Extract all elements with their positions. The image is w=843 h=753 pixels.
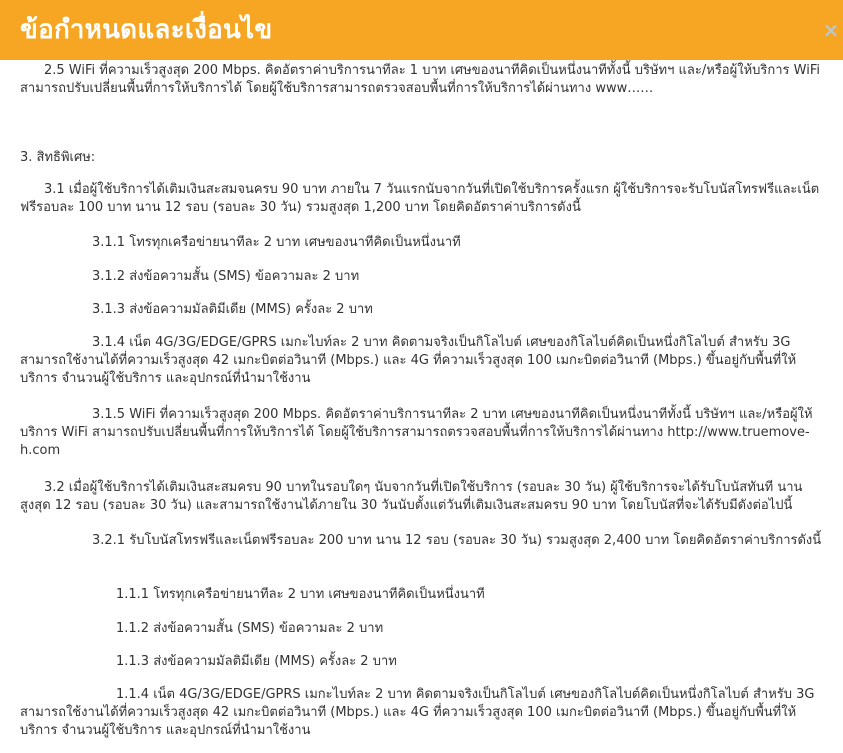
clause-3-1-2: 3.1.2 ส่งข้อความสั้น (SMS) ข้อความละ 2 บาท bbox=[92, 269, 360, 284]
close-icon[interactable]: × bbox=[822, 18, 840, 42]
clause-3-1-3: 3.1.3 ส่งข้อความมัลติมีเดีย (MMS) ครั้งละ 2 บาท bbox=[92, 302, 373, 317]
clause-1-1-2: 1.1.2 ส่งข้อความสั้น (SMS) ข้อความละ 2 บาท bbox=[116, 621, 384, 636]
clause-3-1-1: 3.1.1 โทรทุกเครือข่ายนาทีละ 2 บาท เศษของนาทีคิดเป็นหนึ่งนาที bbox=[92, 235, 461, 250]
modal-body[interactable] bbox=[0, 60, 843, 753]
clause-3-2-1: 3.2.1 รับโบนัสโทรฟรีและเน็ตฟรีรอบละ 200 บาท นาน 12 รอบ (รอบละ 30 วัน) รวมสูงสุด 2,400 บาท โดยคิดอัตราค่าบริการดังนี้ bbox=[92, 533, 822, 548]
modal-header bbox=[0, 0, 843, 60]
clause-3-1-5: 3.1.5 WiFi ที่ความเร็วสูงสุด 200 Mbps. คิดอัตราค่าบริการนาทีละ 2 บาท เศษของนาทีคิดเป็นหนึ่งนาทีทั้งนี้ บริษัทฯ และ/หรือผู้ให้บริการ WiFi สามารถปรับเปลี่ยนพื้นที่การให้บริการได้ โดยผู้ใช้บริการสามารถตรวจสอบพื้นที่การให้บริการได้ผ่านทาง http://www.truemove-h.com bbox=[20, 407, 813, 458]
modal-title: ข้อกำหนดและเงื่อนไข bbox=[20, 15, 273, 45]
clause-1-1-3: 1.1.3 ส่งข้อความมัลติมีเดีย (MMS) ครั้งละ 2 บาท bbox=[116, 654, 397, 669]
clause-1-1-1: 1.1.1 โทรทุกเครือข่ายนาทีละ 2 บาท เศษของนาทีคิดเป็นหนึ่งนาที bbox=[116, 587, 485, 602]
clause-3-2: 3.2 เมื่อผู้ใช้บริการได้เติมเงินสะสมครบ 90 บาทในรอบใดๆ นับจากวันที่เปิดใช้บริการ (รอบละ 30 วัน) ผู้ใช้บริการจะได้รับโบนัสทันที นานสูงสุด 12 รอบ (รอบละ 30 วัน) และสามารถใช้งานได้ภายใน 30 วันนับตั้งแต่วันที่เติมเงินสะสมครบ 90 บาท โดยโบนัสที่จะได้รับมีดังต่อไปนี้ bbox=[20, 480, 803, 513]
section-3-heading: 3. สิทธิพิเศษ: bbox=[20, 150, 96, 165]
clause-2-5: 2.5 WiFi ที่ความเร็วสูงสุด 200 Mbps. คิดอัตราค่าบริการนาทีละ 1 บาท เศษของนาทีคิดเป็นหนึ่งนาทีทั้งนี้ บริษัทฯ และ/หรือผู้ให้บริการ WiFi สามารถปรับเปลี่ยนพื้นที่การให้บริการได้ โดยผู้ใช้บริการสามารถตรวจสอบพื้นที่การให้บริการได้ผ่านทาง www…… bbox=[20, 63, 820, 96]
clause-1-1-4: 1.1.4 เน็ต 4G/3G/EDGE/GPRS เมกะไบท์ละ 2 บาท คิดตามจริงเป็นกิโลไบต์ เศษของกิโลไบต์คิดเป็นหนึ่งกิโลไบต์ สำหรับ 3G สามารถใช้งานได้ที่ความเร็วสูงสุด 42 เมกะบิตต่อวินาที (Mbps.) และ 4G ที่ความเร็วสูงสุด 100 เมกะบิตต่อวินาที (Mbps.) ขึ้นอยู่กับพื้นที่ให้บริการ จำนวนผู้ใช้บริการ และอุปกรณ์ที่นำมาใช้งาน bbox=[20, 687, 815, 738]
clause-3-1: 3.1 เมื่อผู้ใช้บริการได้เติมเงินสะสมจนครบ 90 บาท ภายใน 7 วันแรกนับจากวันที่เปิดใช้บริการครั้งแรก ผู้ใช้บริการจะรับโบนัสโทรฟรีและเน็ตฟรีรอบละ 100 บาท นาน 12 รอบ (รอบละ 30 วัน) รวมสูงสุด 1,200 บาท โดยคิดอัตราค่าบริการดังนี้ bbox=[20, 182, 820, 215]
clause-3-1-4: 3.1.4 เน็ต 4G/3G/EDGE/GPRS เมกะไบท์ละ 2 บาท คิดตามจริงเป็นกิโลไบต์ เศษของกิโลไบต์คิดเป็นหนึ่งกิโลไบต์ สำหรับ 3G สามารถใช้งานได้ที่ความเร็วสูงสุด 42 เมกะบิตต่อวินาที (Mbps.) และ 4G ที่ความเร็วสูงสุด 100 เมกะบิตต่อวินาที (Mbps.) ขึ้นอยู่กับพื้นที่ให้บริการ จำนวนผู้ใช้บริการ และอุปกรณ์ที่นำมาใช้งาน bbox=[20, 335, 797, 386]
